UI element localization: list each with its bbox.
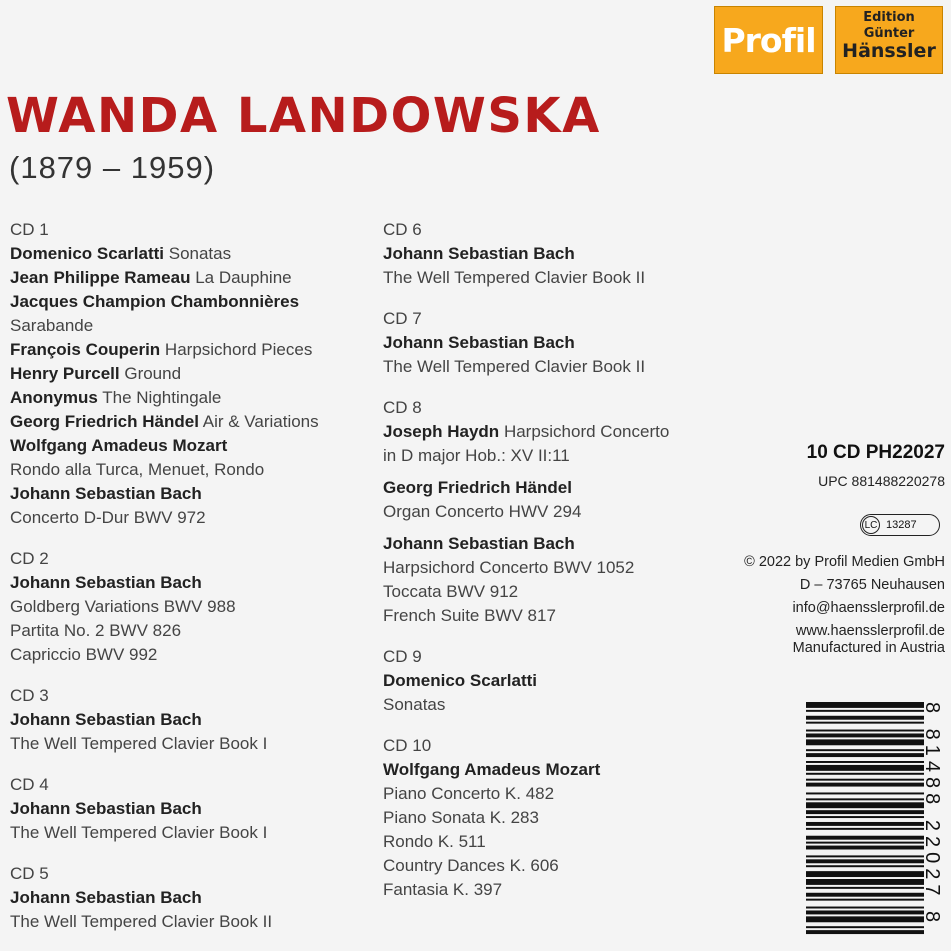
work-entry — [10, 338, 360, 362]
work-entry — [383, 669, 713, 717]
work-title: Rondo alla Turca, Menuet, Rondo — [10, 460, 265, 479]
work-entry — [10, 708, 360, 756]
work-title: Piano Sonata K. 283 — [383, 808, 539, 827]
tracklist-column-1 — [10, 218, 360, 951]
work-title: Harpsichord Concerto — [503, 422, 670, 441]
barcode-bar — [806, 802, 924, 808]
composer-name: Wolfgang Amadeus Mozart — [10, 436, 228, 455]
barcode-bar — [806, 930, 924, 934]
work-title: Rondo K. 511 — [383, 832, 486, 851]
cd-block — [10, 218, 360, 530]
barcode-bar — [806, 842, 924, 844]
address-line: www.haensslerprofil.de — [795, 623, 945, 639]
work-title: Concerto D-Dur BWV 972 — [10, 508, 206, 527]
barcode-bar — [806, 899, 924, 901]
barcode-bar — [806, 846, 924, 850]
work-title: Ground — [124, 364, 182, 383]
lc-icon: LC — [862, 516, 880, 534]
work-title: Goldberg Variations BWV 988 — [10, 597, 236, 616]
composer-name: Henry Purcell — [10, 364, 120, 383]
barcode-bar — [806, 761, 924, 763]
work-title: The Well Tempered Clavier Book II — [383, 357, 646, 376]
barcode-digits-text: 8 81488 22027 8 — [921, 702, 943, 928]
work-title: Partita No. 2 BWV 826 — [10, 621, 182, 640]
work-entry — [10, 482, 360, 530]
artist-dates: (1879 – 1959) — [9, 150, 216, 185]
composer-name: Anonymus — [10, 388, 98, 407]
composer-name: Georg Friedrich Händel — [383, 478, 572, 497]
work-title: Harpsichord Pieces — [164, 340, 313, 359]
work-entry — [10, 434, 360, 482]
barcode-digits — [921, 702, 945, 938]
barcode-bar — [806, 859, 924, 863]
work-title: Air & Variations — [202, 412, 319, 431]
composer-name: Joseph Haydn — [383, 422, 500, 441]
work-title: in D major Hob.: XV II:11 — [383, 446, 570, 465]
work-entry — [383, 331, 713, 379]
upc-code: UPC 881488220278 — [818, 473, 945, 489]
barcode-bar — [806, 810, 924, 814]
composer-name: Jean Philippe Rameau — [10, 268, 191, 287]
work-title: Sarabande — [10, 316, 94, 335]
work-title: French Suite BWV 817 — [383, 606, 556, 625]
work-entry — [10, 386, 360, 410]
work-title: Organ Concerto HWV 294 — [383, 502, 582, 521]
barcode-bar — [806, 783, 924, 787]
barcode-bar — [806, 907, 924, 909]
cd-block — [10, 773, 360, 845]
cd-label: CD 1 — [10, 220, 49, 239]
cd-label: CD 9 — [383, 647, 422, 666]
cd-block — [383, 645, 713, 717]
barcode-bar — [806, 916, 924, 922]
barcode-bar — [806, 836, 924, 840]
composer-name: Johann Sebastian Bach — [10, 710, 202, 729]
work-title: Harpsichord Concerto BWV 1052 — [383, 558, 635, 577]
composer-name: Georg Friedrich Händel — [10, 412, 199, 431]
barcode-bar — [806, 926, 924, 928]
edition-logo-line2: Günter — [863, 26, 915, 41]
work-title: Fantasia K. 397 — [383, 880, 503, 899]
work-title: Toccata BWV 912 — [383, 582, 519, 601]
barcode-bar — [806, 871, 924, 877]
composer-name: Domenico Scarlatti — [10, 244, 164, 263]
cd-label: CD 6 — [383, 220, 422, 239]
barcode-bar — [806, 710, 924, 712]
cd-block — [383, 396, 713, 628]
work-entry — [10, 410, 360, 434]
composer-name: Johann Sebastian Bach — [383, 244, 575, 263]
barcode-bar — [806, 730, 924, 732]
barcode-bar — [806, 893, 924, 897]
cd-label: CD 5 — [10, 864, 49, 883]
composer-name: Johann Sebastian Bach — [10, 888, 202, 907]
address-line: D – 73765 Neuhausen — [799, 577, 945, 593]
work-entry — [10, 886, 360, 934]
profil-logo-text: Profil — [721, 20, 816, 60]
cd-label: CD 2 — [10, 549, 49, 568]
work-entry — [10, 242, 360, 266]
work-entry — [383, 420, 713, 468]
barcode-bar — [806, 910, 924, 914]
work-entry — [383, 242, 713, 290]
composer-name: Wolfgang Amadeus Mozart — [383, 760, 601, 779]
barcode-bar — [806, 716, 924, 720]
barcode-icon — [806, 702, 924, 938]
composer-name: François Couperin — [10, 340, 161, 359]
cd-label: CD 4 — [10, 775, 49, 794]
work-title: La Dauphine — [195, 268, 292, 287]
barcode-bar — [806, 749, 924, 751]
composer-name: Johann Sebastian Bach — [383, 534, 575, 553]
address-line: info@haensslerprofil.de — [792, 600, 945, 616]
cd-block — [383, 218, 713, 290]
barcode-bar — [806, 765, 924, 771]
barcode-bar — [806, 792, 924, 794]
work-title: The Well Tempered Clavier Book I — [10, 734, 268, 753]
composer-name: Johann Sebastian Bach — [10, 799, 202, 818]
publisher-address — [744, 551, 945, 643]
barcode-bar — [806, 879, 924, 885]
manufactured-note: Manufactured in Austria — [792, 640, 945, 656]
composer-name: Domenico Scarlatti — [383, 671, 537, 690]
cd-block — [383, 307, 713, 379]
barcode-bar — [806, 865, 924, 867]
composer-name: Johann Sebastian Bach — [10, 573, 202, 592]
work-title: Capriccio BWV 992 — [10, 645, 158, 664]
composer-name: Johann Sebastian Bach — [10, 484, 202, 503]
profil-logo — [714, 6, 823, 74]
cd-label: CD 8 — [383, 398, 422, 417]
barcode-bar — [806, 773, 924, 775]
cd-label: CD 3 — [10, 686, 49, 705]
label-code-number: 13287 — [886, 519, 917, 531]
work-entry — [383, 532, 713, 628]
barcode-bar — [806, 779, 924, 781]
work-title: The Nightingale — [102, 388, 222, 407]
work-title: The Well Tempered Clavier Book I — [10, 823, 268, 842]
composer-name: Jacques Champion Chambonnières — [10, 292, 300, 311]
barcode-bar — [806, 798, 924, 800]
barcode-bar — [806, 733, 924, 737]
cd-block — [10, 862, 360, 934]
catalog-number: 10 CD PH22027 — [806, 442, 945, 463]
cd-block — [10, 684, 360, 756]
work-title: The Well Tempered Clavier Book II — [10, 912, 273, 931]
work-entry — [10, 362, 360, 386]
work-entry — [10, 797, 360, 845]
work-entry — [383, 476, 713, 524]
work-title: Piano Concerto K. 482 — [383, 784, 555, 803]
work-entry — [383, 758, 713, 902]
work-title: Sonatas — [168, 244, 232, 263]
work-entry — [10, 290, 360, 338]
barcode-bar — [806, 702, 924, 708]
edition-logo-line1: Edition — [863, 10, 915, 25]
barcode-bar — [806, 753, 924, 757]
barcode-bar — [806, 722, 924, 724]
composer-name: Johann Sebastian Bach — [383, 333, 575, 352]
barcode-bar — [806, 887, 924, 889]
edition-logo-line3: Hänssler — [842, 40, 936, 62]
label-code-badge — [860, 514, 940, 536]
address-line: © 2022 by Profil Medien GmbH — [744, 554, 945, 570]
barcode-bar — [806, 828, 924, 830]
work-title: Sonatas — [383, 695, 446, 714]
barcode-bar — [806, 822, 924, 826]
barcode-bar — [806, 855, 924, 857]
cd-label: CD 10 — [383, 736, 432, 755]
artist-title: WANDA LANDOWSKA — [6, 88, 601, 144]
cd-block — [383, 734, 713, 902]
edition-hanssler-logo — [835, 6, 943, 74]
barcode-bar — [806, 739, 924, 745]
work-entry — [10, 266, 360, 290]
tracklist-column-2 — [383, 218, 713, 919]
barcode-bar — [806, 816, 924, 818]
cd-block — [10, 547, 360, 667]
cd-label: CD 7 — [383, 309, 422, 328]
work-title: Country Dances K. 606 — [383, 856, 559, 875]
work-entry — [10, 571, 360, 667]
work-title: The Well Tempered Clavier Book II — [383, 268, 646, 287]
